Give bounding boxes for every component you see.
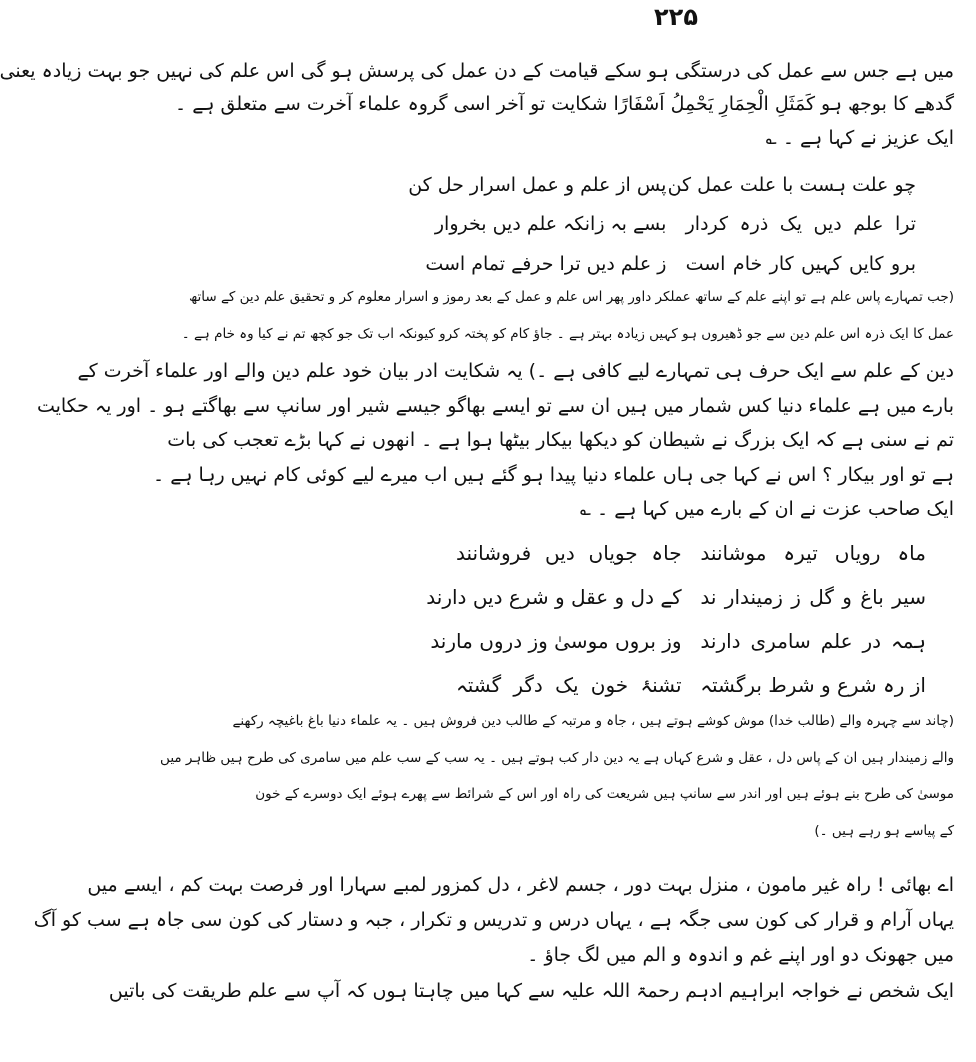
translation-line: کے پیاسے ہو رہے ہیں ۔) xyxy=(814,823,954,839)
translation-line: (چاند سے چہرہ والے (طالب خدا) موش کوشے ہوتے ہیں ، جاہ و مرتبہ کے طالب دین فروش ہیں ۔ یہ علماء دنیا باغ باغیچہ رکھنے xyxy=(232,713,954,729)
translation-line: (جب تمہارے پاس علم ہے تو اپنے علم کے ساتھ عملکر داور پھر اس علم و عمل کے بعد رموز و اسرار معلوم کر و تحقیق علم دین کے ساتھ xyxy=(188,289,954,305)
paragraph-line: گدھے کا بوجھ ہو کَمَثَلِ الْحِمَارِ یَحْمِلُ اَسْفَارًا شکایت تو آخر اسی گروہ علماء آخرت سے متعلق ہے ۔ xyxy=(175,93,954,115)
hemistich-second: پس از علم و عمل اسرار حل کن xyxy=(408,174,667,196)
paragraph-line: ایک شخص نے خواجہ ابراہیم ادہم رحمۃ اللہ علیہ سے کہا میں چاہتا ہوں کہ آپ سے علم طریقت کی باتیں xyxy=(108,980,954,1002)
translation-line: موسیٰ کی طرح بنے ہوئے ہیں اور اندر سے سانپ ہیں شریعت کی راہ اور اس کے شرائط سے پھرے ہوئے ایک دوسرے کے خون xyxy=(255,786,954,802)
paragraph-line: تم نے سنی ہے کہ ایک بزرگ نے شیطان کو دیکھا بیکار بیٹھا ہوا ہے ۔ انھوں نے کہا بڑے تعجب کی بات xyxy=(167,429,954,451)
hemistich-second: کے دل و عقل و شرع دیں دارند xyxy=(426,585,682,609)
couplet xyxy=(408,168,916,202)
paragraph-line: دین کے علم سے ایک حرف ہی تمہارے لیے کافی ہے ۔) یہ شکایت ادر بیان خود علم دین والے اور علماء آخرت کے xyxy=(77,360,954,382)
hemistich-first: چو علت ہست با علت عمل کن xyxy=(667,174,916,196)
hemistich-first: ماہ رویاں تیرہ موشانند xyxy=(700,541,926,565)
paragraph-line: اے بھائی ! راہ غیر مامون ، منزل بہت دور ، جسم لاغر ، دل کمزور لمبے سہارا اور فرصت بہت کم ، ایسے میں xyxy=(87,874,954,896)
hemistich-first: از رہ شرع و شرط برگشتہ xyxy=(700,673,926,697)
translation-line: عمل کا ایک ذرہ اس علم دین سے جو ڈھیروں ہو کہیں زیادہ بہتر ہے ۔ جاؤ کام کو پختہ کرو کیونکہ اب تک جو کچھ تم نے کیا وہ خام ہے ۔ xyxy=(181,326,954,342)
paragraph-line: یہاں آرام و قرار کی کون سی جگہ ہے ، یہاں درس و تدریس و تکرار ، جبہ و دستار کی کون سی جاہ ہے سب کو آگ xyxy=(33,909,954,931)
couplet xyxy=(436,207,916,241)
hemistich-first: برو کایں کہیں کار خام است xyxy=(685,253,916,275)
hemistich-first: ترا علم دیں یک ذرہ کردار xyxy=(685,213,916,235)
couplet xyxy=(430,624,926,658)
verse-introduction: ایک عزیز نے کہا ہے ۔ ؎ xyxy=(765,127,954,149)
paragraph-line: میں جھونک دو اور اپنے غم و اندوہ و الم میں لگ جاؤ ۔ xyxy=(527,944,954,966)
page-number: ۲۲۵ xyxy=(654,3,698,31)
couplet xyxy=(456,536,926,570)
hemistich-second: جاہ جویاں دیں فروشانند xyxy=(456,541,682,565)
hemistich-second: تشنۂ خون یک دگر گشتہ xyxy=(456,673,682,697)
hemistich-second: بسے بہ زانکہ علم دیں بخروار xyxy=(434,213,667,235)
hemistich-second: وز بروں موسیٰ وز دروں مارند xyxy=(430,629,682,653)
couplet xyxy=(425,247,916,281)
paragraph-line: ہے تو اور بیکار ؟ اس نے کہا جی ہاں علماء دنیا پیدا ہو گئے ہیں اب میرے لیے کوئی کام نہیں رہا ہے ۔ xyxy=(153,464,954,486)
couplet xyxy=(456,668,926,702)
translation-line: والے زمیندار ہیں ان کے پاس دل ، عقل و شرع کہاں ہے یہ دین دار کب ہوتے ہیں ۔ یہ سب کے سب علم میں سامری کی طرح ہیں ظاہر میں xyxy=(160,750,954,766)
couplet xyxy=(426,580,926,614)
verse-introduction: ایک صاحب عزت نے ان کے بارے میں کہا ہے ۔ ؎ xyxy=(579,498,954,520)
hemistich-second: ز علم دیں ترا حرفے تمام است xyxy=(425,253,667,275)
paragraph-line: میں ہے جس سے عمل کی درستگی ہو سکے قیامت کے دن عمل کی پرسش ہو گی اس علم کی نہیں جو بہت زیادہ یعنی xyxy=(0,60,954,82)
hemistich-first: ہمہ در علم سامری دارند xyxy=(700,629,926,653)
paragraph-line: بارے میں ہے علماء دنیا کس شمار میں ہیں ان سے تو ایسے بھاگو جیسے شیر اور سانپ سے بھاگتے ہو ۔ اور یہ حکایت xyxy=(36,395,954,417)
hemistich-first: سیر باغ و گل ز زمیندار ند xyxy=(700,585,926,609)
